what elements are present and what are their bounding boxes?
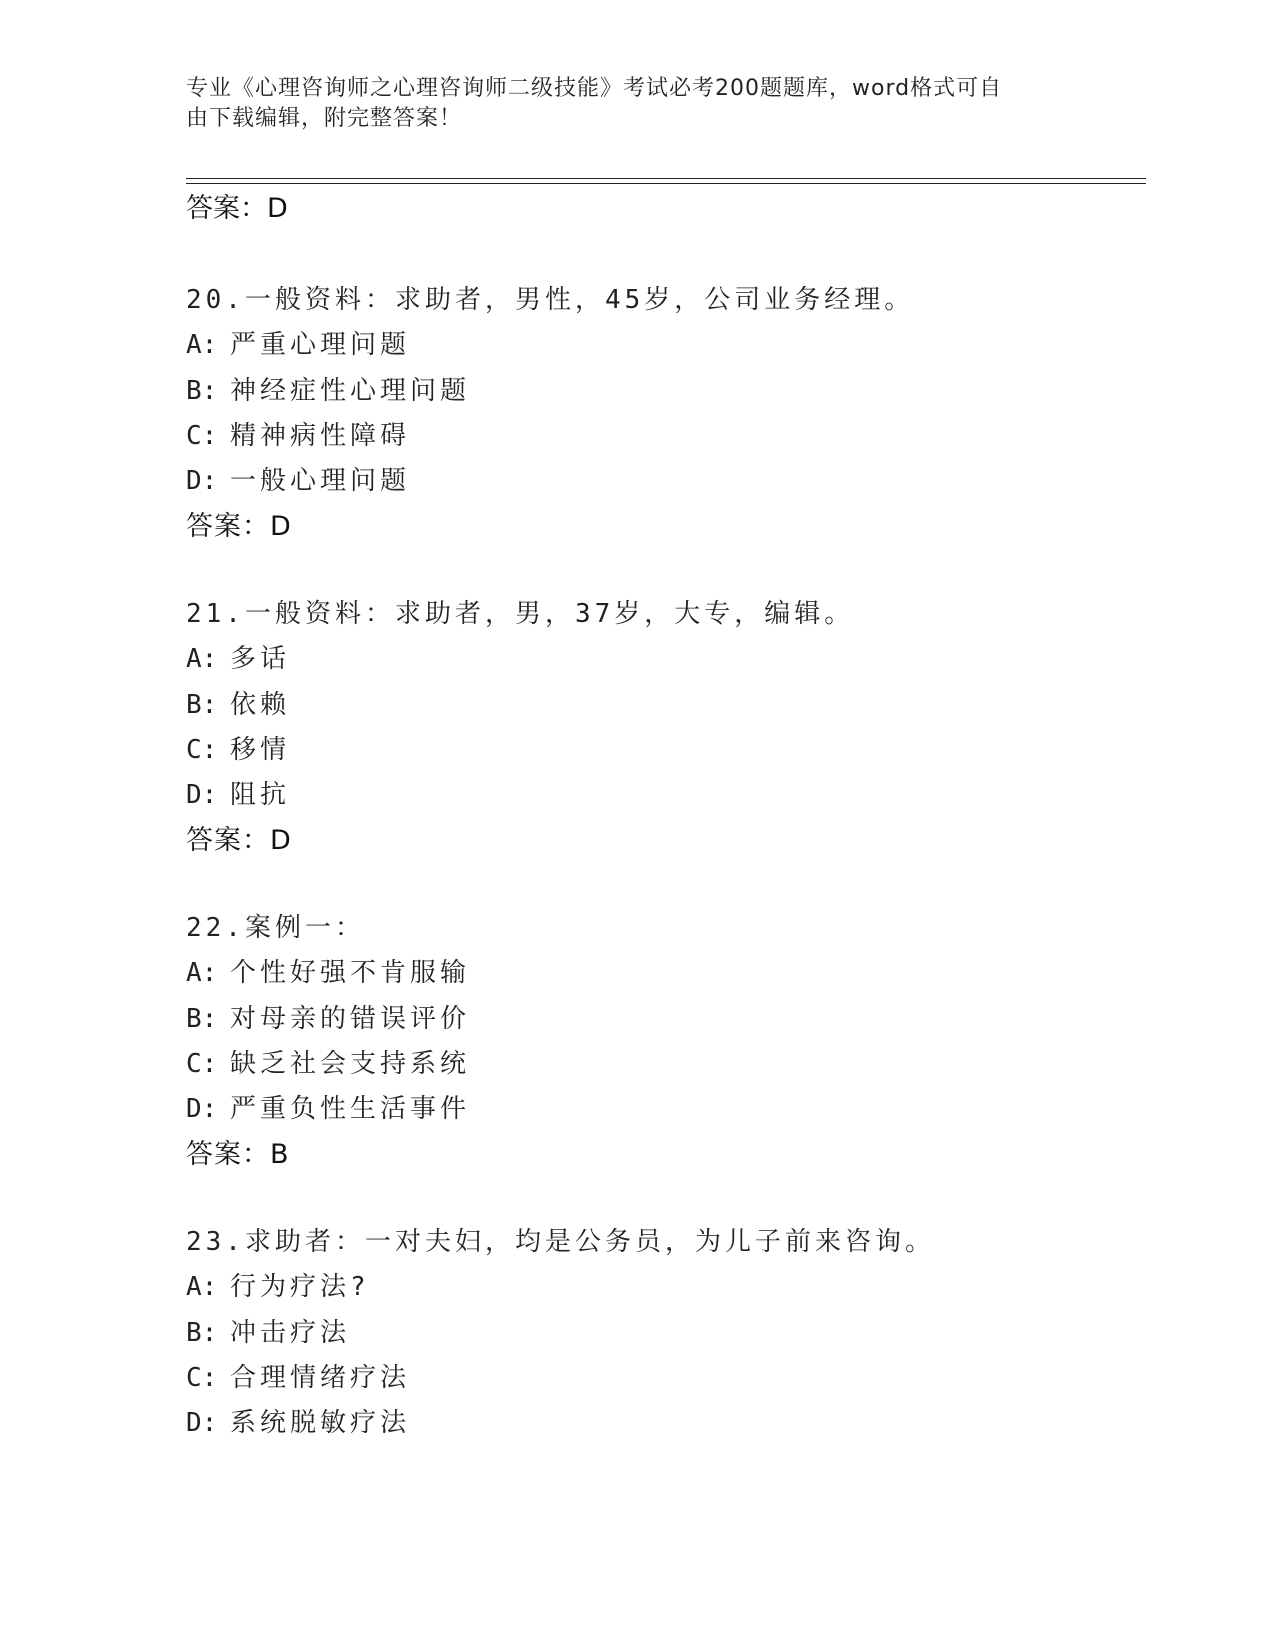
option-b: B: 对母亲的错误评价 — [186, 1003, 471, 1034]
document-header — [186, 74, 1066, 134]
option-c: C: 精神病性障碍 — [186, 420, 411, 451]
option-c: C: 合理情绪疗法 — [186, 1362, 411, 1393]
question-stem: 23.求助者：一对夫妇，均是公务员，为儿子前来咨询。 — [186, 1227, 935, 1257]
question-23 — [186, 1220, 1146, 1446]
question-20 — [186, 278, 1146, 550]
question-22 — [186, 906, 1146, 1178]
header-divider-top — [186, 178, 1146, 179]
answer: 答案：D — [186, 825, 292, 857]
question-stem: 21.一般资料：求助者，男，37岁，大专，编辑。 — [186, 599, 855, 629]
header-line-1: 专业《心理咨询师之心理咨询师二级技能》考试必考200题题库，word格式可自 — [186, 76, 1003, 101]
option-b: B: 依赖 — [186, 689, 291, 720]
option-b: B: 冲击疗法 — [186, 1317, 351, 1348]
option-c: C: 移情 — [186, 734, 291, 765]
option-a: A: 个性好强不肯服输 — [186, 958, 471, 989]
option-d: D: 严重负性生活事件 — [186, 1094, 471, 1125]
option-a: A: 行为疗法? — [186, 1272, 370, 1303]
option-a: A: 多话 — [186, 644, 291, 675]
header-line-2: 由下载编辑，附完整答案！ — [186, 106, 463, 131]
question-stem: 20.一般资料：求助者，男性，45岁，公司业务经理。 — [186, 285, 915, 315]
option-d: D: 阻抗 — [186, 780, 291, 811]
option-d: D: 系统脱敏疗法 — [186, 1408, 411, 1439]
option-b: B: 神经症性心理问题 — [186, 375, 471, 406]
question-21 — [186, 592, 1146, 864]
option-c: C: 缺乏社会支持系统 — [186, 1048, 471, 1079]
previous-answer: 答案：D — [186, 193, 288, 224]
answer: 答案：B — [186, 1139, 290, 1171]
question-stem: 22.案例一： — [186, 913, 365, 943]
answer: 答案：D — [186, 511, 292, 543]
header-divider-bottom — [186, 183, 1146, 184]
option-a: A: 严重心理问题 — [186, 330, 411, 361]
option-d: D: 一般心理问题 — [186, 466, 411, 497]
